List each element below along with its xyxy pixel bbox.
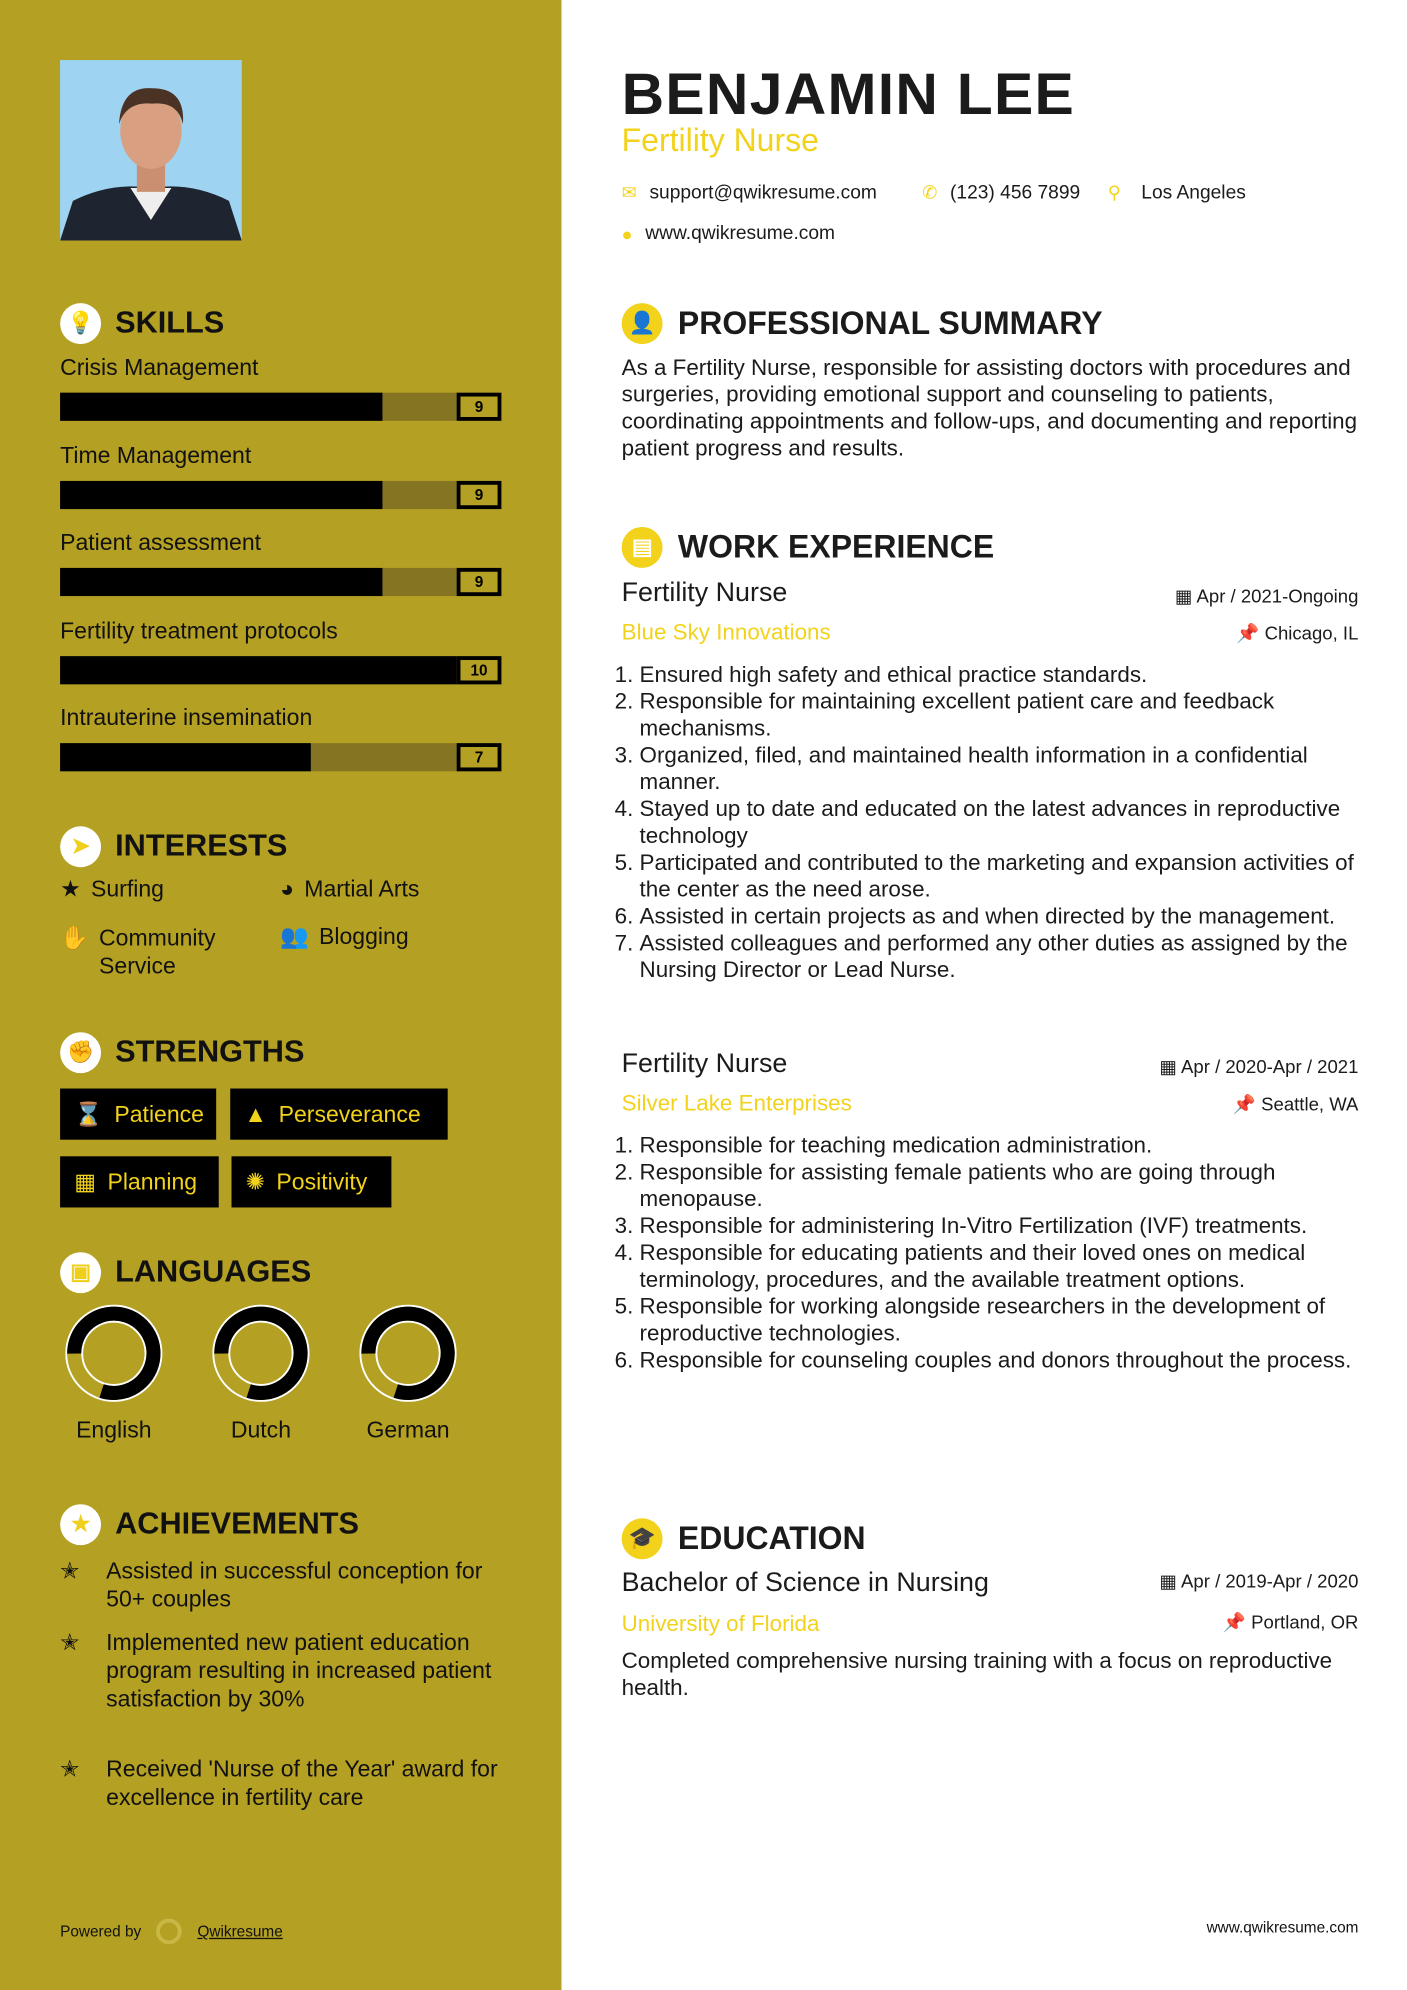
achievement-item: ✭ Implemented new patient education program resulting in increased patient satisfaction by 30% (60, 1629, 492, 1712)
experience-heading: ▤ WORK EXPERIENCE (622, 527, 995, 568)
skill-name: Crisis Management (60, 354, 259, 380)
pin-icon: 📌 (1232, 1094, 1262, 1116)
interests-heading: ➤ INTERESTS (60, 826, 287, 867)
duty-item: 2. Responsible for maintaining excellent patient care and feedback mechanisms. (640, 688, 1364, 742)
skill-item (60, 354, 501, 421)
briefcase-icon: ▤ (622, 527, 663, 568)
powered-by: Powered by Qwikresume (60, 1919, 283, 1945)
interest-item: ✋ Community Service (60, 924, 216, 979)
languages-heading: ▣ LANGUAGES (60, 1252, 311, 1293)
job-date: ▦ Apr / 2020-Apr / 2021 (1159, 1057, 1359, 1079)
duty-item: 6. Assisted in certain projects as and when directed by the management. (640, 903, 1364, 930)
language-name: English (76, 1417, 152, 1443)
summary-heading: 👤 PROFESSIONAL SUMMARY (622, 303, 1103, 344)
qwikresume-logo-icon (157, 1919, 183, 1945)
skill-item (60, 442, 501, 509)
phone-icon: ✆ (922, 181, 938, 203)
job-duties (622, 1132, 1364, 1374)
fist-icon: ✊ (60, 1032, 101, 1073)
duty-item: 5. Participated and contributed to the marketing and expansion activities of the center as the need arose. (640, 849, 1364, 903)
education-text: Completed comprehensive nursing training with a focus on reproductive health. (621, 1647, 1333, 1700)
skill-level: 10 (457, 656, 502, 684)
school: University of Florida (621, 1610, 820, 1636)
skill-name: Patient assessment (60, 529, 262, 556)
calendar-icon: ▦ (1159, 1572, 1182, 1593)
envelope-icon: ✉ (621, 181, 637, 203)
star-icon: ✭ (60, 1557, 80, 1584)
language-item (350, 1305, 465, 1444)
degree: Bachelor of Science in Nursing (621, 1568, 989, 1598)
skill-bar (60, 743, 501, 771)
calendar-icon: ▦ (1159, 1057, 1182, 1079)
interest-item: ◕ Martial Arts (280, 876, 420, 902)
road-icon: ▲ (244, 1100, 268, 1127)
website: ● www.qwikresume.com (621, 222, 836, 245)
job-date: ▦ Apr / 2021-Ongoing (1174, 587, 1359, 608)
skill-name: Time Management (60, 441, 252, 468)
strength-chip: ⌛ Patience (60, 1089, 216, 1140)
skill-bar (60, 656, 501, 684)
globe-icon: ◕ (280, 876, 295, 902)
skill-bar-fill (60, 480, 382, 508)
job-title: Fertility Nurse (621, 578, 788, 608)
skill-level: 9 (457, 480, 502, 508)
job-duties (622, 661, 1364, 983)
pin-icon: 📌 (1222, 1612, 1252, 1634)
skill-item (60, 617, 501, 684)
interest-item: 👥 Blogging (280, 923, 409, 950)
language-name: German (366, 1417, 450, 1443)
language-item (203, 1305, 318, 1444)
map-pin-icon: ⚲ (1107, 181, 1121, 203)
strengths-heading: ✊ STRENGTHS (60, 1032, 304, 1073)
job-company: Blue Sky Innovations (621, 619, 831, 645)
calendar-icon: ▦ (74, 1168, 96, 1195)
skill-bar (60, 568, 501, 596)
language-ring (65, 1305, 162, 1402)
duty-item: 2. Responsible for assisting female patients who are going through menopause. (640, 1159, 1364, 1213)
user-icon: 👤 (622, 303, 663, 344)
star-icon: ✭ (60, 1756, 80, 1782)
duty-item: 4. Stayed up to date and educated on the latest advances in reproductive technology (640, 796, 1364, 850)
pin-icon: 📌 (1236, 624, 1265, 645)
skill-name: Intrauterine insemination (60, 704, 313, 731)
location: ⚲ Los Angeles (1107, 181, 1246, 204)
interest-item: ★ Surfing (60, 876, 164, 902)
skills-heading: 💡 SKILLS (60, 303, 224, 344)
star-icon: ✭ (60, 1629, 80, 1656)
duty-item: 1. Ensured high safety and ethical practice standards. (640, 661, 1364, 688)
duty-item: 6. Responsible for counseling couples and donors throughout the process. (640, 1347, 1364, 1374)
education-heading: 🎓 EDUCATION (622, 1518, 866, 1559)
star-badge-icon: ★ (60, 1504, 101, 1545)
skill-level: 7 (457, 743, 502, 771)
language-card-icon: ▣ (60, 1252, 101, 1293)
job-company: Silver Lake Enterprises (621, 1089, 852, 1116)
skill-item (60, 705, 501, 772)
users-icon: 👥 (280, 923, 309, 950)
footer-website[interactable]: www.qwikresume.com (1206, 1918, 1359, 1937)
lightbulb-icon: 💡 (60, 303, 101, 344)
phone: ✆ (123) 456 7899 (922, 181, 1081, 204)
summary-text: As a Fertility Nurse, responsible for assisting doctors with procedures and surgeries, providing emotional support and counseling to patients, coordinating appointments and follow-ups, and documenting and reporting patient progress and results. (621, 354, 1358, 461)
language-item (56, 1305, 171, 1444)
globe-icon: ● (621, 223, 633, 244)
duty-item: 7. Assisted colleagues and performed any other duties as assigned by the Nursing Director or Lead Nurse. (640, 930, 1364, 984)
job-location: 📌 Chicago, IL (1236, 624, 1359, 645)
job-title: Fertility Nurse (621, 1048, 788, 1079)
achievements-heading: ★ ACHIEVEMENTS (60, 1504, 359, 1545)
skill-bar-fill (60, 743, 310, 771)
sidebar (0, 0, 562, 1990)
strength-chip: ▦ Planning (60, 1156, 219, 1207)
paper-plane-icon: ➤ (60, 826, 101, 867)
duty-item: 1. Responsible for teaching medication administration. (640, 1132, 1364, 1159)
achievement-item: ✭ Assisted in successful conception for 50+ couples (60, 1557, 483, 1612)
sun-icon: ✺ (245, 1168, 265, 1195)
duty-item: 3. Organized, filed, and maintained health information in a confidential manner. (640, 742, 1364, 796)
education-location: 📌 Portland, OR (1222, 1612, 1359, 1634)
skill-bar-fill (60, 656, 501, 684)
language-ring (359, 1305, 456, 1402)
strength-chip: ✺ Positivity (232, 1156, 392, 1207)
graduation-icon: 🎓 (622, 1518, 663, 1559)
duty-item: 4. Responsible for educating patients and their loved ones on medical terminology, procedures, and the available treatment options. (640, 1239, 1364, 1293)
achievement-item: ✭ Received 'Nurse of the Year' award for excellence in fertility care (60, 1756, 498, 1810)
skill-bar-fill (60, 568, 382, 596)
qwikresume-link[interactable]: Qwikresume (197, 1922, 283, 1941)
hourglass-icon: ⌛ (74, 1100, 103, 1127)
education-date: ▦ Apr / 2019-Apr / 2020 (1159, 1572, 1359, 1593)
skill-bar-fill (60, 393, 382, 421)
skill-level: 9 (457, 568, 502, 596)
skill-name: Fertility treatment protocols (60, 617, 338, 643)
language-ring (212, 1305, 309, 1402)
candidate-name: BENJAMIN LEE (621, 60, 1076, 127)
duty-item: 5. Responsible for working alongside researchers in the development of reproductive technologies. (640, 1293, 1364, 1347)
email: ✉ support@qwikresume.com (621, 181, 877, 204)
hand-icon: ✋ (60, 924, 89, 951)
skill-item (60, 530, 501, 597)
skill-bar (60, 480, 501, 508)
duty-item: 3. Responsible for administering In-Vitro Fertilization (IVF) treatments. (640, 1213, 1364, 1240)
job-location: 📌 Seattle, WA (1232, 1094, 1359, 1116)
candidate-title: Fertility Nurse (621, 122, 819, 159)
star-icon: ★ (60, 876, 81, 902)
strength-chip: ▲ Perseverance (230, 1089, 447, 1140)
language-name: Dutch (230, 1417, 292, 1443)
main-content (562, 0, 1407, 1990)
calendar-icon: ▦ (1174, 587, 1197, 608)
profile-photo (60, 60, 242, 240)
skill-bar (60, 393, 501, 421)
skill-level: 9 (457, 393, 502, 421)
